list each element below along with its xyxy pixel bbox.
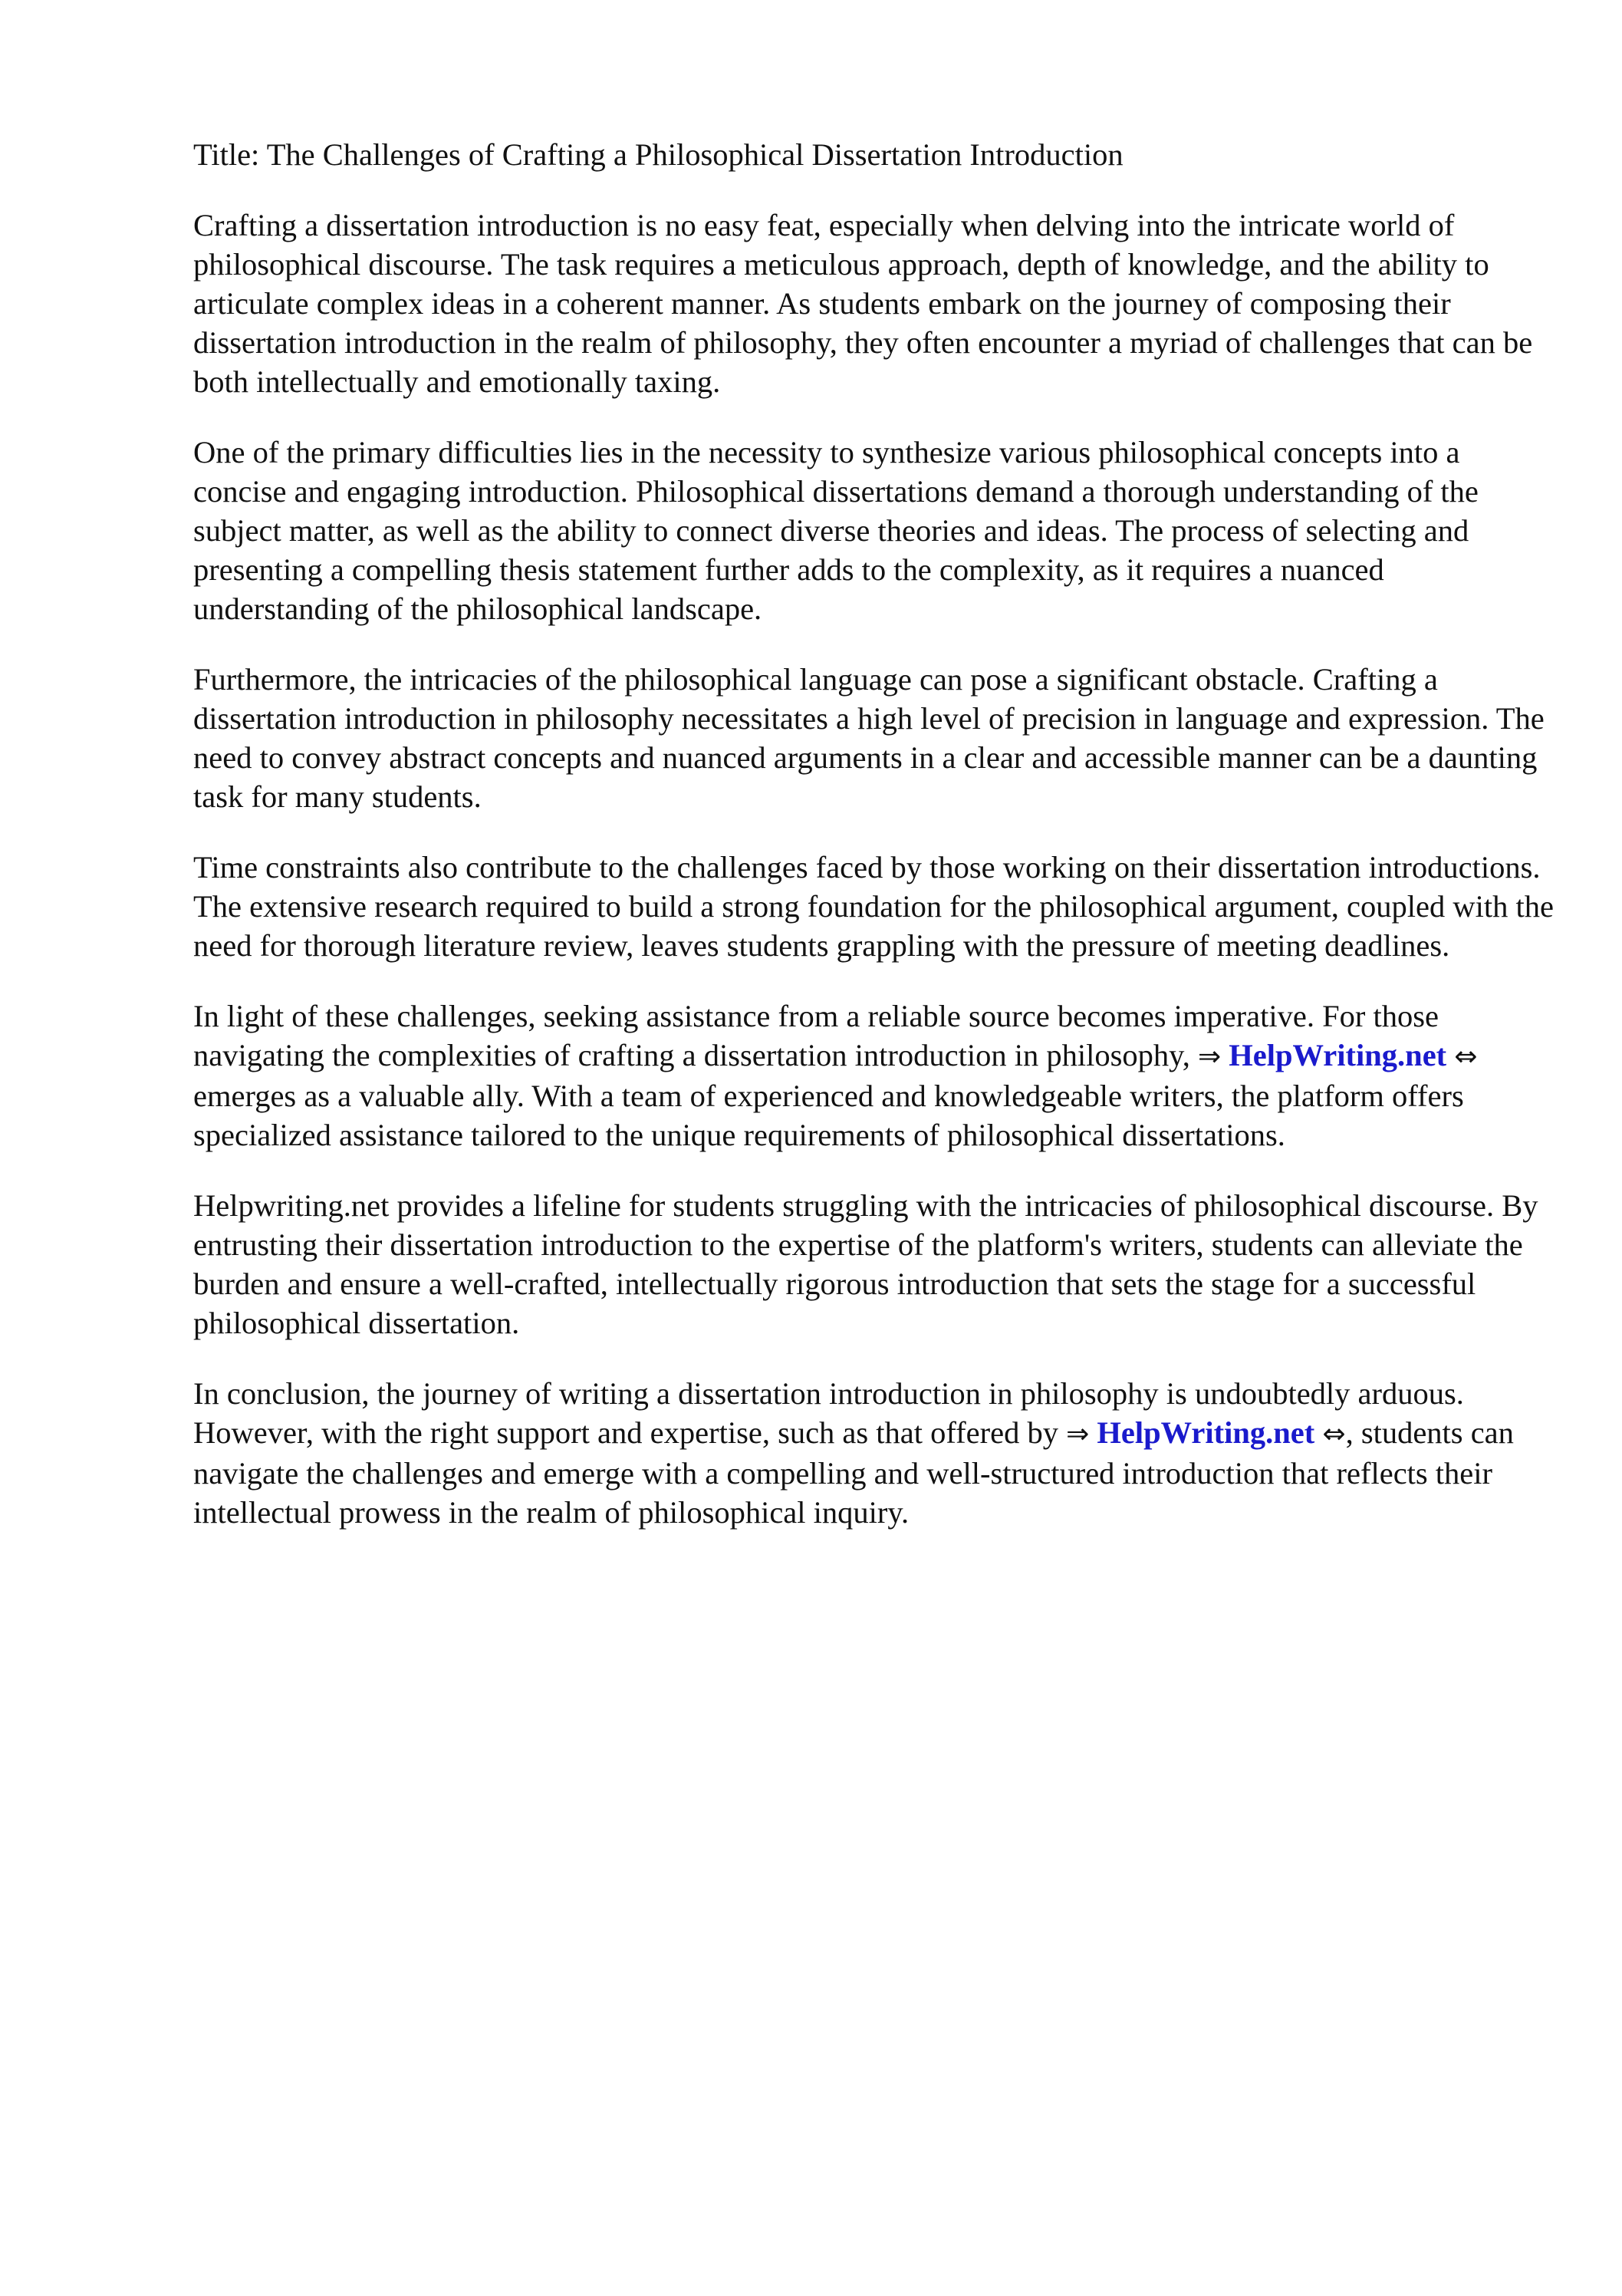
- right-arrow-icon: ⇒: [1066, 1418, 1090, 1450]
- document-body: [193, 135, 1558, 1563]
- paragraph-conclusion-text-before: In conclusion, the journey of writing a dissertation introduction in philosophy is undoubtedly arduous. However, with the right support and expertise, such as that offered by: [193, 1376, 1464, 1450]
- paragraph-time: Time constraints also contribute to the challenges faced by those working on their dissertation introductions. The extensive research required to build a strong foundation for the philosophical argument, coupled with the need for thorough literature review, leaves students grappling with the pressure of meeting deadlines.: [193, 850, 1554, 963]
- helpwriting-link[interactable]: HelpWriting.net: [1097, 1415, 1315, 1450]
- paragraph-language: Furthermore, the intricacies of the philosophical language can pose a significant obstacle. Crafting a dissertation introduction in philosophy necessitates a high level of precision in language and expression. The need to convey abstract concepts and nuanced arguments in a clear and accessible manner can be a daunting task for many students.: [193, 662, 1545, 814]
- document-title: Title: The Challenges of Crafting a Philosophical Dissertation Introduction: [193, 137, 1124, 172]
- paragraph-intro: Crafting a dissertation introduction is no easy feat, especially when delving into the intricate world of philosophical discourse. The task requires a meticulous approach, depth of knowledge, and the ability to articulate complex ideas in a coherent manner. As students embark on the journey of composing their dissertation introduction in the realm of philosophy, they often encounter a myriad of challenges that can be both intellectually and emotionally taxing.: [193, 208, 1533, 399]
- double-arrow-icon: ⇔: [1454, 1041, 1478, 1072]
- paragraph-assistance-text-after: emerges as a valuable ally. With a team of experienced and knowledgeable writers, the platform offers specialized assistance tailored to the unique requirements of philosophical dissertations.: [193, 1079, 1464, 1152]
- paragraph-conclusion: [193, 1374, 1558, 1532]
- double-arrow-icon: ⇔: [1322, 1418, 1346, 1450]
- helpwriting-link[interactable]: HelpWriting.net: [1229, 1038, 1447, 1072]
- paragraph-assistance-text-before: In light of these challenges, seeking assistance from a reliable source becomes imperative. For those navigating the complexities of crafting a dissertation introduction in philosophy,: [193, 999, 1439, 1072]
- paragraph-conclusion-text-after: , students can navigate the challenges and emerge with a compelling and well-structured introduction that reflects their intellectual prowess in the realm of philosophical inquiry.: [193, 1415, 1514, 1530]
- paragraph-synthesis: One of the primary difficulties lies in the necessity to synthesize various philosophical concepts into a concise and engaging introduction. Philosophical dissertations demand a thorough understanding of the subject matter, as well as the ability to connect diverse theories and ideas. The process of selecting and presenting a compelling thesis statement further adds to the complexity, as it requires a nuanced understanding of the philosophical landscape.: [193, 435, 1479, 626]
- right-arrow-icon: ⇒: [1197, 1041, 1222, 1072]
- paragraph-lifeline: Helpwriting.net provides a lifeline for students struggling with the intricacies of philosophical discourse. By entrusting their dissertation introduction to the expertise of the platform's writers, students can alleviate the burden and ensure a well-crafted, intellectually rigorous introduction that sets the stage for a successful philosophical dissertation.: [193, 1188, 1538, 1340]
- paragraph-assistance: [193, 996, 1558, 1155]
